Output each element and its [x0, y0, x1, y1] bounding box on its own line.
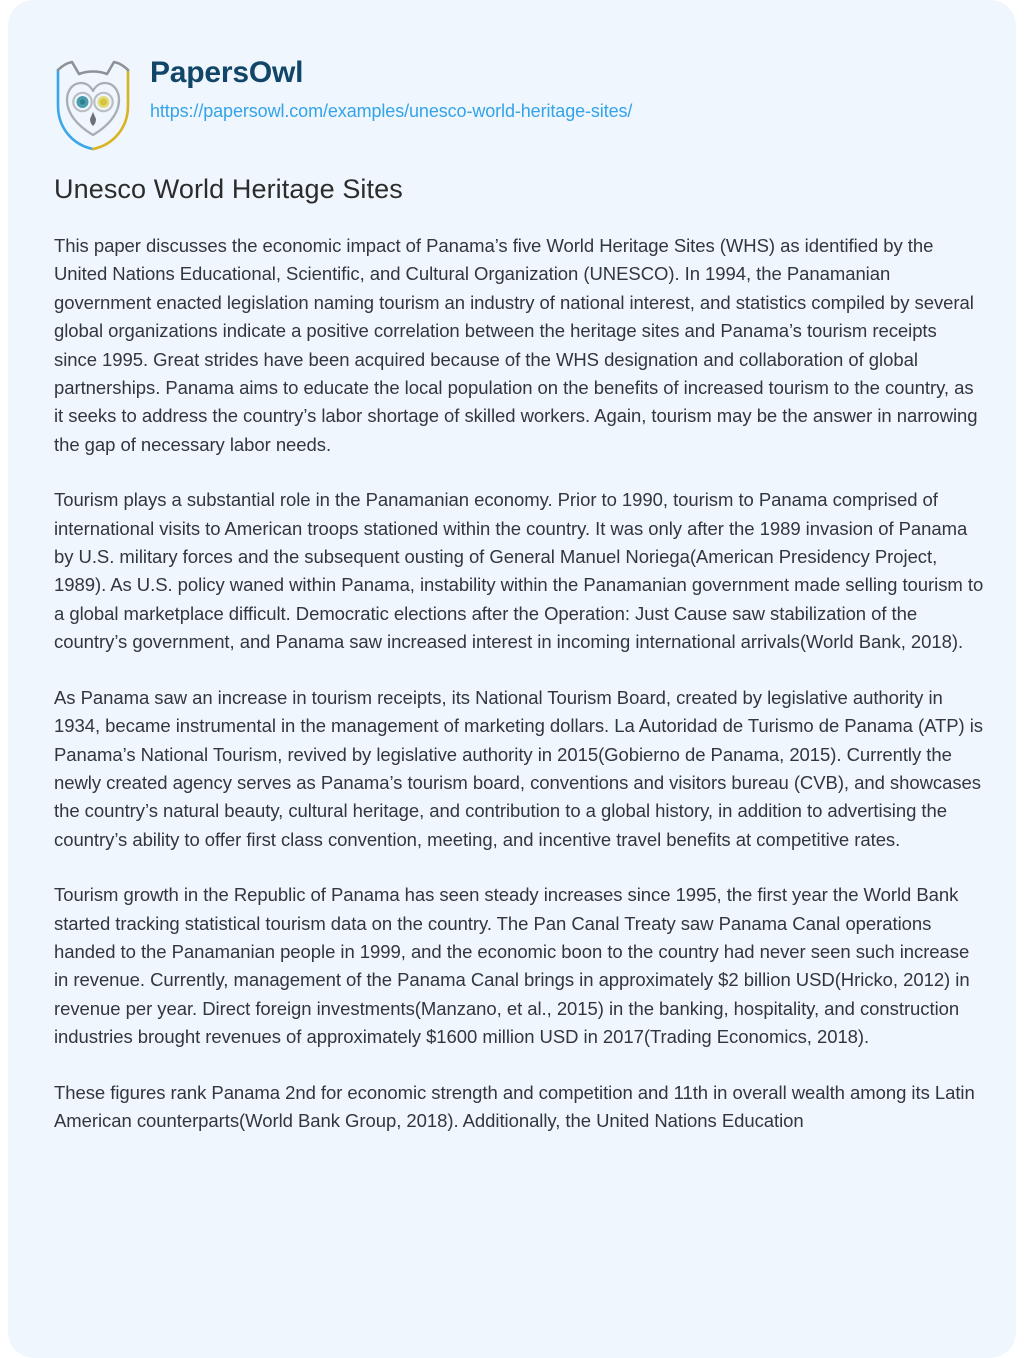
owl-logo-icon — [54, 52, 132, 152]
site-url-link[interactable]: https://papersowl.com/examples/unesco-world-heritage-sites/ — [150, 101, 633, 121]
site-header — [54, 50, 632, 152]
paragraph: Tourism growth in the Republic of Panama has seen steady increases since 1995, the first year the World Bank started tracking statistical tourism data on the country. The Pan Canal Treaty saw Panama Canal operations handed to the Panamanian people in 1999, and the economic boon to the country had never seen such increase in revenue. Currently, management of the Panama Canal brings in approximately $2 billion USD(Hricko, 2012) in revenue per year. Direct foreign investments(Manzano, et al., 2015) in the banking, hospitality, and construction industries brought revenues of approximately $1600 million USD in 2017(Trading Economics, 2018). — [54, 884, 970, 1048]
article-body — [54, 232, 984, 1135]
paragraph: Tourism plays a substantial role in the Panamanian economy. Prior to 1990, tourism to Panama comprised of international visits to American troops stationed within the country. It was only after the 1989 invasion of Panama by U.S. military forces and the subsequent ousting of General Manuel Noriega(American Presidency Project, 1989). As U.S. policy waned within Panama, instability within the Panamanian government made selling tourism to a global marketplace difficult. Democratic elections after the Operation: Just Cause saw stabilization of the country’s government, and Panama saw increased interest in incoming international arrivals(World Bank, 2018). — [54, 489, 984, 653]
paragraph: This paper discusses the economic impact of Panama’s five World Heritage Sites (WHS) as identified by the United Nations Educational, Scientific, and Cultural Organization (UNESCO). In 1994, the Panamanian government enacted legislation naming tourism an industry of national interest, and statistics compiled by several global organizations indicate a positive correlation between the heritage sites and Panama’s tourism receipts since 1995. Great strides have been acquired because of the WHS designation and collaboration of global partnerships. Panama aims to educate the local population on the benefits of increased tourism to the country, as it seeks to address the country’s labor shortage of skilled workers. Again, tourism may be the answer in narrowing the gap of necessary labor needs. — [54, 235, 978, 455]
page-title: Unesco World Heritage Sites — [54, 174, 403, 204]
document-sheet — [8, 0, 1016, 1358]
brand-block — [150, 50, 632, 124]
brand-name: PapersOwl — [150, 56, 304, 89]
paragraph: As Panama saw an increase in tourism receipts, its National Tourism Board, created by legislative authority in 1934, became instrumental in the management of marketing dollars. La Autoridad de Turismo de Panama (ATP) is Panama’s National Tourism, revived by legislative authority in 2015(Gobierno de Panama, 2015). Currently the newly created agency serves as Panama’s tourism board, conventions and visitors bureau (CVB), and showcases the country’s natural beauty, cultural heritage, and contribution to a global history, in addition to advertising the country’s ability to offer first class convention, meeting, and incentive travel benefits at competitive rates. — [54, 686, 983, 850]
paragraph: These figures rank Panama 2nd for economic strength and competition and 11th in overall wealth among its Latin American counterparts(World Bank Group, 2018). Additionally, the United Nations Education — [54, 1081, 975, 1131]
